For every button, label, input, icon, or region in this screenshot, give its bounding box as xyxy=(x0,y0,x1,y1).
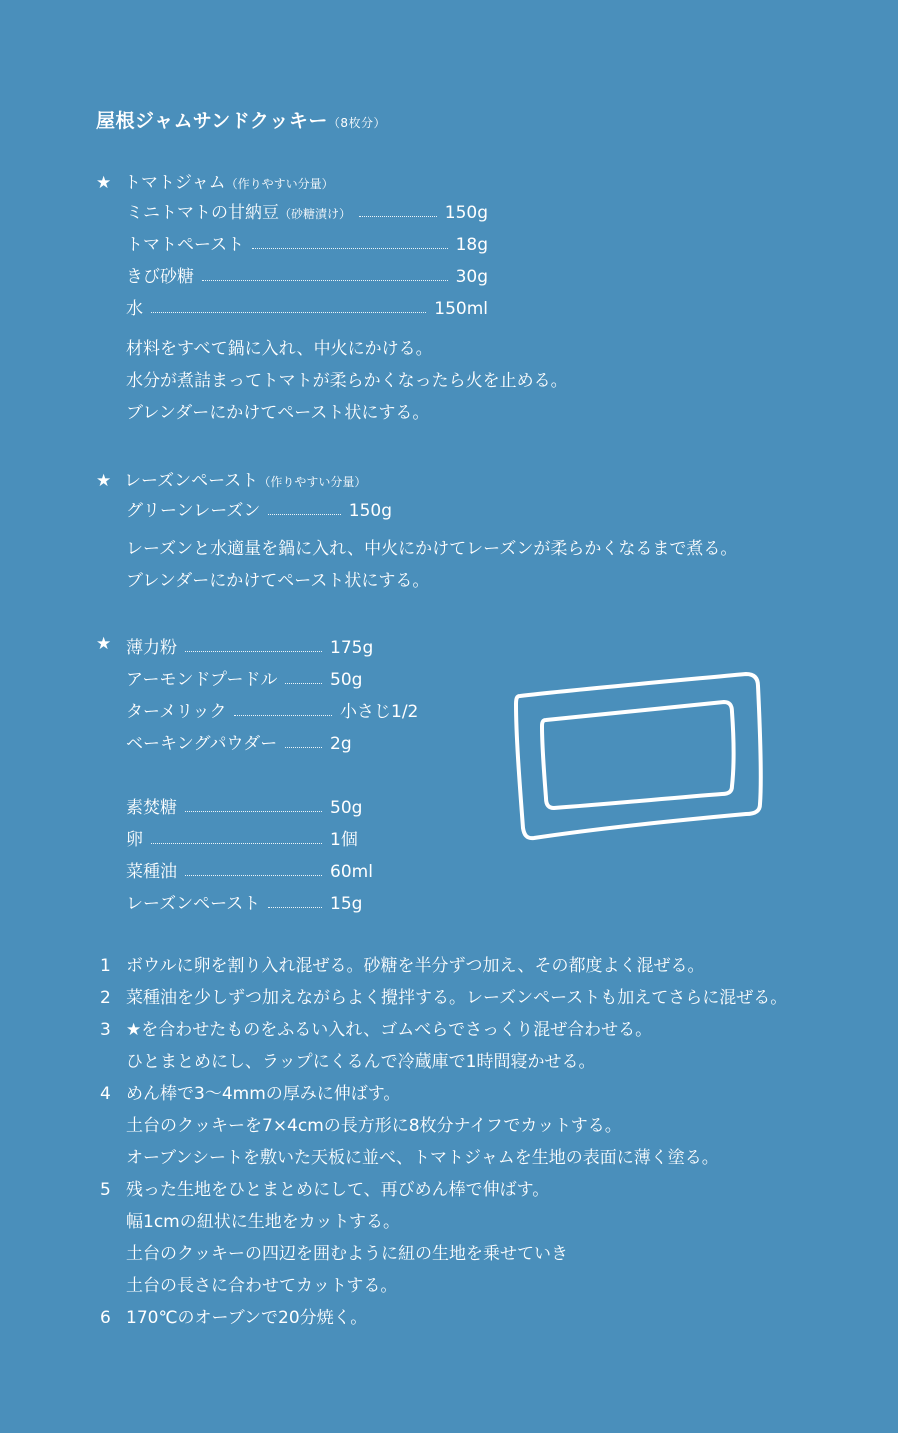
ingredient-row xyxy=(126,666,408,690)
step-text: 土台の長さに合わせてカットする。 xyxy=(126,1276,398,1296)
section-note: （作りやすい分量） xyxy=(258,475,367,489)
dotted-leader xyxy=(202,280,448,281)
ingredient-amount: 1個 xyxy=(330,830,358,850)
section-title: レーズンペースト xyxy=(124,471,259,491)
ingredient-name: 水 xyxy=(126,299,143,319)
ingredient-amount: 150ml xyxy=(434,299,488,319)
step-4 xyxy=(96,1078,400,1110)
ingredient-name: 薄力粉 xyxy=(126,638,177,658)
step-text: ボウルに卵を割り入れ混ぜる。砂糖を半分ずつ加え、その都度よく混ぜる。 xyxy=(126,956,705,976)
dotted-leader xyxy=(234,715,332,716)
instruction-line: 材料をすべて鍋に入れ、中火にかける。 xyxy=(126,339,433,359)
instruction-line: レーズンと水適量を鍋に入れ、中火にかけてレーズンが柔らかくなるまで煮る。 xyxy=(126,539,738,559)
ingredient-amount: 18g xyxy=(455,235,488,255)
ingredient-row xyxy=(126,634,408,658)
step-text: ★を合わせたものをふるい入れ、ゴムべらでさっくり混ぜ合わせる。 xyxy=(126,1020,653,1040)
dotted-leader xyxy=(151,312,426,313)
cookie-sketch-icon xyxy=(510,668,770,848)
ingredient-amount: 50g xyxy=(330,798,363,818)
instruction-line: ブレンダーにかけてペースト状にする。 xyxy=(126,403,430,423)
step-number: 3 xyxy=(100,1020,111,1040)
dotted-leader xyxy=(185,811,322,812)
ingredient-name: ターメリック xyxy=(126,702,227,722)
step-number: 4 xyxy=(100,1084,111,1104)
ingredient-row xyxy=(126,263,488,287)
ingredient-amount: 175g xyxy=(330,638,374,658)
instruction-line: ブレンダーにかけてペースト状にする。 xyxy=(126,571,430,591)
ingredient-name: グリーンレーズン xyxy=(126,501,261,521)
star-icon: ★ xyxy=(96,634,112,654)
ingredient-amount: 60ml xyxy=(330,862,373,882)
raisin-paste-heading xyxy=(96,466,366,491)
dotted-leader xyxy=(268,907,322,908)
ingredient-name: トマトペースト xyxy=(126,235,245,255)
step-6 xyxy=(96,1302,367,1334)
ingredient-name: アーモンドプードル xyxy=(126,670,278,690)
ingredient-amount: 150g xyxy=(348,501,392,521)
dotted-leader xyxy=(268,514,340,515)
step-3 xyxy=(96,1014,652,1046)
step-text: 土台のクッキーを7×4cmの長方形に8枚分ナイフでカットする。 xyxy=(126,1116,622,1136)
ingredient-row xyxy=(126,497,392,521)
dotted-leader xyxy=(185,651,322,652)
dotted-leader xyxy=(285,747,322,748)
star-icon: ★ xyxy=(96,471,112,491)
step-2 xyxy=(96,982,787,1014)
ingredient-name: ミニトマトの甘納豆（砂糖漬け） xyxy=(126,203,352,223)
dotted-leader xyxy=(252,248,447,249)
tomato-jam-instructions xyxy=(126,333,568,429)
star-icon: ★ xyxy=(96,173,112,193)
ingredient-row xyxy=(126,858,408,882)
ingredient-row xyxy=(126,730,408,754)
step-1 xyxy=(96,950,705,982)
step-text: 残った生地をひとまとめにして、再びめん棒で伸ばす。 xyxy=(126,1180,550,1200)
ingredient-name: きび砂糖 xyxy=(126,267,194,287)
step-text: 土台のクッキーの四辺を囲むように紐の生地を乗せていき xyxy=(126,1244,568,1264)
step-text: めん棒で3～4mmの厚みに伸ばす。 xyxy=(126,1084,401,1104)
tomato-jam-heading xyxy=(96,168,334,193)
ingredient-row xyxy=(126,295,488,319)
ingredient-row xyxy=(126,698,438,722)
step-text: ひとまとめにし、ラップにくるんで冷蔵庫で1時間寝かせる。 xyxy=(126,1052,596,1072)
step-text: 170℃のオーブンで20分焼く。 xyxy=(126,1308,368,1328)
ingredient-amount: 2g xyxy=(330,734,352,754)
dotted-leader xyxy=(285,683,322,684)
dotted-leader xyxy=(185,875,322,876)
ingredient-row xyxy=(126,826,408,850)
step-number: 1 xyxy=(100,956,111,976)
title-text: 屋根ジャムサンドクッキー xyxy=(96,110,328,132)
title-note: （8枚分） xyxy=(327,116,387,130)
ingredient-name: 菜種油 xyxy=(126,862,177,882)
ingredient-name: 卵 xyxy=(126,830,143,850)
ingredient-row xyxy=(126,199,488,223)
step-text: 幅1cmの紐状に生地をカットする。 xyxy=(126,1212,401,1232)
ingredient-row xyxy=(126,231,488,255)
ingredient-amount: 小さじ1/2 xyxy=(340,702,419,722)
ingredient-amount: 50g xyxy=(330,670,363,690)
raisin-paste-instructions xyxy=(126,533,737,597)
ingredient-name: レーズンペースト xyxy=(126,894,261,914)
ingredient-amount: 150g xyxy=(444,203,488,223)
ingredient-amount: 30g xyxy=(455,267,488,287)
ingredient-row xyxy=(126,794,408,818)
instruction-line: 水分が煮詰まってトマトが柔らかくなったら火を止める。 xyxy=(126,371,568,391)
ingredient-name: ベーキングパウダー xyxy=(126,734,278,754)
step-5 xyxy=(96,1174,549,1206)
ingredient-row xyxy=(126,890,408,914)
step-number: 2 xyxy=(100,988,111,1008)
dough-star xyxy=(96,634,124,654)
step-number: 5 xyxy=(100,1180,111,1200)
dotted-leader xyxy=(151,843,322,844)
ingredient-name: 素焚糖 xyxy=(126,798,177,818)
step-number: 6 xyxy=(100,1308,111,1328)
section-title: トマトジャム xyxy=(124,173,226,193)
section-note: （作りやすい分量） xyxy=(225,177,334,191)
step-text: オーブンシートを敷いた天板に並べ、トマトジャムを生地の表面に薄く塗る。 xyxy=(126,1148,719,1168)
dotted-leader xyxy=(359,216,437,217)
ingredient-amount: 15g xyxy=(330,894,363,914)
step-text: 菜種油を少しずつ加えながらよく攪拌する。レーズンペーストも加えてさらに混ぜる。 xyxy=(126,988,788,1008)
recipe-title xyxy=(96,106,386,133)
